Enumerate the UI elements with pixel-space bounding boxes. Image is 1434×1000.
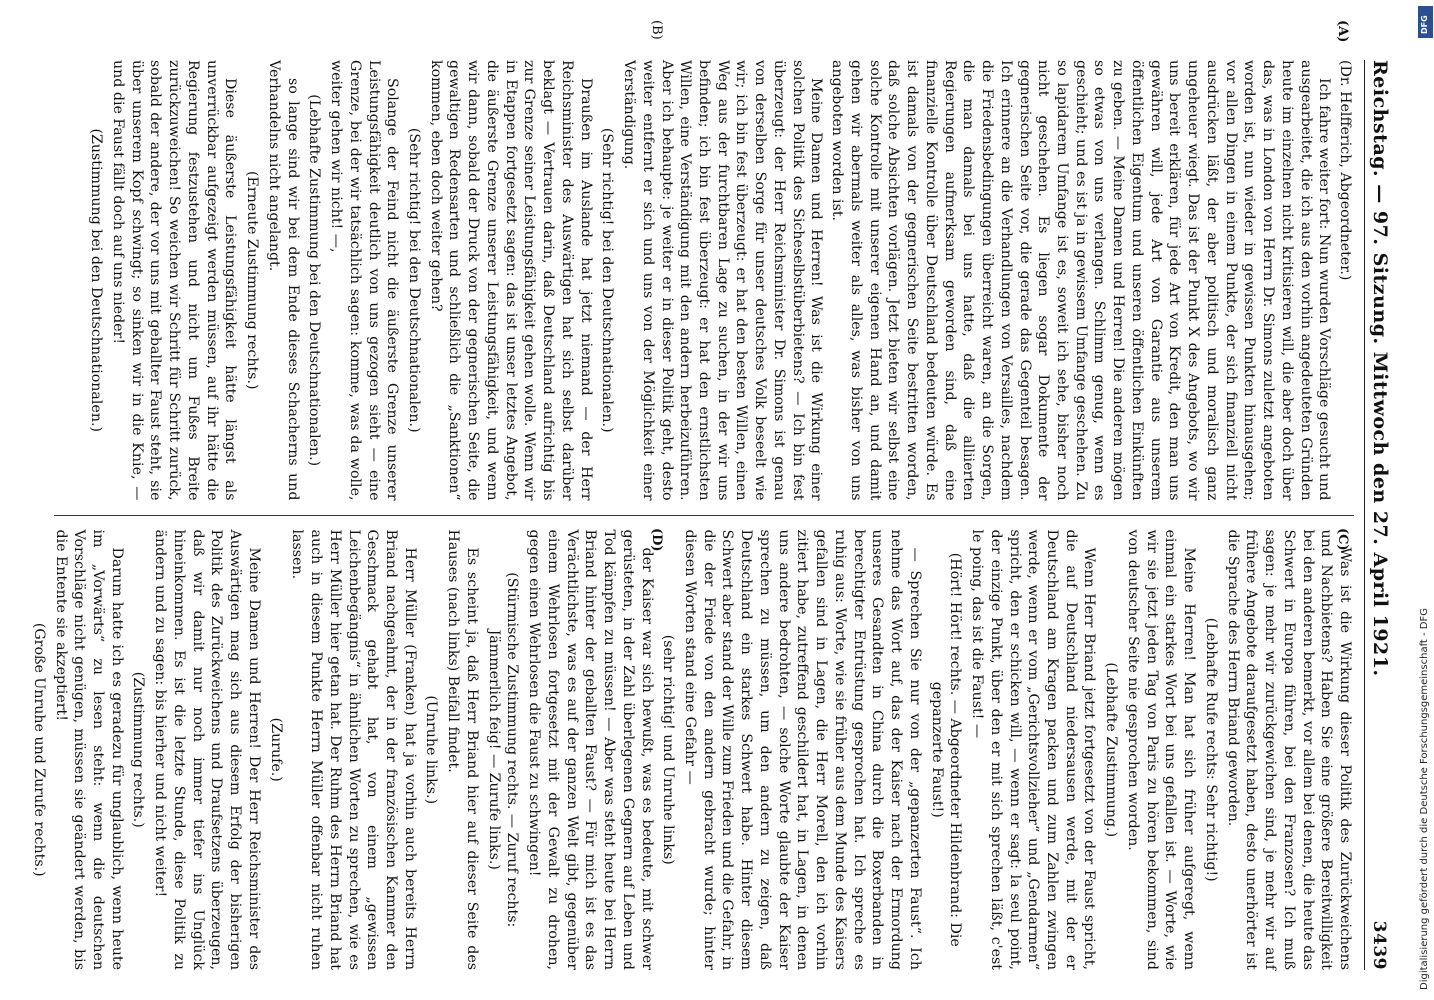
margin-marker-c: (C) xyxy=(1335,528,1350,551)
paragraph: Meine Herren! Man hat sich früher aufgeregt, wenn einmal ein starkes Wort bei uns gefallen ist. — Worte, wie wir sie jetzt jeden Tag von Paris zu hören bekommen, sind von deutscher Seite nie gesprochen worden. xyxy=(1124,529,1198,970)
digitization-credit: Digitalisierung gefördert durch die Deutsche Forschungsgemeinschaft - DFG xyxy=(1419,607,1430,990)
margin-marker-b: (B) xyxy=(649,20,664,40)
interjection: (Erneute Zustimmung rechts.) xyxy=(244,170,261,390)
paragraph: Ich fahre weiter fort: Nun wurden Vorschläge gesucht und ausgearbeitet, die ich aus den vorhin angedeuteten Gründen heute im einzelnen nicht kritisieren will, die aber doch über das, was in London von Herrn Dr. Simons zuletzt angeboten worden ist, nun wieder in gewissen Punkten hinausgehen; vor allen Dingen in einem Punkte, der sich finanziell nicht ausdrücken läßt, der aber politisch und moralisch ganz ungeheuer wiegt. Das ist der Punkt X des Angebots, wo wir uns bereit erklären, für jede Art von Kredit, den man uns gewähren will, jede Art von Garantie aus unserem öffentlichen Eigentum und unseren öffentlichen Einkünften zu geben. — Meine Damen und Herren! Die anderen mögen so etwas von uns verlangen. Schlimm genug, wenn es geschieht; und es ist ja in gewissem Umfange geschehen. Zu so lapidarem Umfange ist es, soweit ich sehe, bisher noch nicht geschehen. Es liegen sogar Dokumente der gegnerischen Seite vor, die gerade das Gegenteil besagen. Ich erinnere an die Verhandlungen von Versailles, nachdem die Friedensbedingungen überreicht waren, an die Sorgen, die man damals bei uns hatte, daß die alliierten Regierungen aufmerksam geworden sind, daß eine finanzielle Kontrolle über Deutschland bedeuten würde. Es ist damals von der gegnerischen Seite bestritten worden, daß solche Absichten vorlägen. Jetzt bieten wir selbst eine solche Kontrolle mit unserer eigenen Hand an, und damit gehen wir abermals weiter als alles, was bisher von uns angeboten worden ist. xyxy=(829,60,1333,501)
margin-marker-a: (A) xyxy=(1335,20,1350,43)
interjection: (Lebhafte Zustimmung bei den Deutschnationalen.) xyxy=(306,94,323,467)
paragraph: — Sprechen Sie nur von der „gepanzerten Faust“. Ich nehme das Wort auf, das der Kaiser nach der Ermordung unseres Gesandten in China durch die Boxerbanden in berechtigter Entrüstung gesprochen hat. Ich spreche es ruhig aus: Worte, wie sie früher aus dem Munde des Kaisers gefallen sind in Lagen, die Herr Morell, den ich vorhin zitiert habe, zutreffend geschildert hat, in Lagen, in denen uns andere bedrohten, — solche Worte glaubte der Kaiser sprechen zu müssen, um den andern zu zeigen, daß Deutschland ein starkes Schwert habe. Hinter diesem Schwert aber stand der Wille zum Frieden und die Gefahr, in die der Friede von den andern gebracht wurde; hinter diesen Worten stand eine Gefahr — xyxy=(682,529,923,970)
interjection: (Hört! Hört! rechts. — Abgeordneter Hildenbrand: Die gepanzerte Faust!) xyxy=(928,552,964,947)
interjection: (Zustimmung bei den Deutschnationalen.) xyxy=(88,128,105,433)
interjection: (Stürmische Zustimmung rechts. — Zuruf rechts: Jämmerlich feig! — Zurufe links.) xyxy=(485,572,521,928)
digitization-sidebar xyxy=(1418,0,1434,1000)
paragraph: Solange der Feind nicht die äußerste Grenze unserer Leistungsfähigkeit deutlich von uns gezogen sieht — eine Grenze, bei der wir tatsächlich sagen: komme, was da wolle, weiter gehen wir nicht! —, xyxy=(328,60,401,501)
paragraph: Diese äußerste Leistungsfähigkeit hätte längst als unverrückbar aufgezeigt werden müssen, auf ihr hätte die Regierung festzustehen und nicht um Fußes Breite zurückzuweichen! So weichen wir Schritt für Schritt zurück, sobald der andere, der vor uns mit geballter Faust steht, sie über unserem Kopf schwingt; so sinken wir in die Knie, — und die Faust fällt doch auf uns nieder! xyxy=(110,60,239,501)
paragraph: Darum hatte ich es geradezu für unglaublich, wenn heute im „Vorwärts“ zu lesen steht: wenn die deutschen Vorschläge nicht genügen, müssen sie geändert werden, bis die Entente sie akzeptiert! xyxy=(52,529,125,970)
interjection: (Lebhafte Rufe rechts: Sehr richtig!) xyxy=(1202,617,1219,882)
left-column xyxy=(54,60,1354,501)
paragraph: Meine Damen und Herren! Der Herr Reichsminister des Auswärtigen mag sich aus diesem Erfolg der bisherigen Politik des Zurückweichens und Draufsetzens überzeugen, daß wir damit nur noch immer tiefer ins Unglück hineinkommen. Es ist die letzte Stunde, diese Politik zu ändern und zu sagen: bis hierher und nicht weiter! xyxy=(152,529,262,970)
page-title: Reichstag. — 97. Sitzung. Mittwoch den 27. April 1921. xyxy=(1369,60,1391,677)
interjection: (Sehr richtig! bei den Deutschnationalen.) xyxy=(599,127,616,433)
paragraph: Herr Müller (Franken) hat ja vorhin auch bereits Herrn Briand nachgeahmt, der in der französischen Kammer den Geschmack gehabt hat, von einem „gewissen Leichenbegängnis“ in ähnlichen Worten zu sprechen, wie es Herr Müller hier getan hat. Der Ruhm des Herrn Briand hat auch in diesem Punkte Herrn Müller offenbar nicht ruhen lassen. xyxy=(289,529,418,970)
speaker-line: (Dr. Helfferich, Abgeordneter.) xyxy=(1337,60,1353,281)
interjection: (Unruhe links.) xyxy=(423,695,440,805)
dfg-logo: DFG xyxy=(1418,6,1433,38)
interjection: (Zustimmung rechts.) xyxy=(130,671,147,828)
paragraph: Draußen im Auslande hat jetzt niemand — der Herr Reichsminister des Auswärtigen hat sich selbst darüber beklagt — Vertrauen darin, daß Deutschland aufrichtig bis zur Grenze seiner Leistungsfähigkeit gehen wolle. Wenn wir in Etappen fortgesetzt sagen: das ist unser letztes Angebot, die äußerste Grenze unserer Leistungsfähigkeit, und wenn wir dann, sobald der Druck von der gegnerischen Seite, die gewaltigen Redensarten und schließlich die „Sanktionen“ kommen, eben doch weiter gehen? xyxy=(427,60,594,501)
paragraph: der Kaiser war sich bewußt, was es bedeute, mit schwer gerüsteten, in der Zahl überlegenen Gegnern auf Leben und Tod kämpfen zu müssen! — Aber was steht heute bei Herrn Briand hinter der geballten Faust? — Für mich ist es das Verächtlichste, was es auf der ganzen Welt gibt, gegenüber einem Wehrlosen fortgesetzt mit der Gewalt zu drohen, gegen einen Wehrlosen die Faust zu schwingen! xyxy=(526,529,655,970)
interjection: (sehr richtig! und Unruhe links) xyxy=(660,634,677,865)
page-number: 3439 xyxy=(1369,920,1389,970)
margin-marker-d: (D) xyxy=(649,528,664,552)
interjection: (Große Unruhe und Zurufe rechts.) xyxy=(30,622,47,877)
interjection: (Lebhafte Zustimmung.) xyxy=(1103,662,1120,838)
paragraph: Wenn Herr Briand jetzt fortgesetzt von der Faust spricht, die auf Deutschland niedersausen werde, mit der er Deutschland am Kragen packen und zum Zahlen zwingen werde, wenn er vom „Gerichtsvollzieher“ und „Gendarmen“ spricht, den er schicken will, — wenn er sagt: la seul point, der einzige Punkt, über den er mit sich sprechen läßt, c'est le poing, das ist die Faust! — xyxy=(969,529,1098,970)
paragraph: Was ist die Wirkung dieser Politik des Zurückweichens und Nachbietens? Haben Sie eine größere Bereitwilligkeit bei den anderen bemerkt, vor allem bei denen, die heute das Schwert in Europa führen, bei den Franzosen? Ich muß sagen: je mehr wir zurückgewichen sind, je mehr wir auf frühere Angebote daraufgesetzt haben, desto unerhörter ist die Sprache des Herrn Briand geworden. xyxy=(1224,529,1353,970)
interjection: (Sehr richtig! bei den Deutschnationalen.) xyxy=(406,127,423,433)
interjection: (Zurufe.) xyxy=(267,717,284,782)
paragraph: Es scheint ja, daß Herr Briand hier auf dieser Seite des Hauses (nach links) Beifall findet. xyxy=(445,529,480,970)
rotated-page-content xyxy=(17,10,1397,990)
paragraph: so lange sind wir bei dem Ende dieses Schacherns und Verhandelns nicht angelangt. xyxy=(265,60,301,501)
right-column xyxy=(30,529,1354,971)
column-divider xyxy=(54,515,1354,516)
text-columns xyxy=(30,20,1354,970)
paragraph: Meine Damen und Herren! Was ist die Wirkung einer solchen Politik des Sicheselbstüberbietens? — Ich bin fest überzeugt: der Herr Reichsminister Dr. Simons ist genau von derselben Sorge für unser deutsches Volk beseelt wie wir; ich bin fest überzeugt: er hat den besten Willen, einen Weg aus der furchtbaren Lage zu suchen, in der wir uns befinden; ich bin fest überzeugt: er hat den ernstlichsten Willen, eine Verständigung mit den andern herbeizuführen. Aber ich behaupte: je weiter er in dieser Politik geht, desto weiter entfernt er sich und uns von der Möglichkeit einer Verständigung. xyxy=(621,60,825,501)
page-header xyxy=(1364,60,1391,970)
